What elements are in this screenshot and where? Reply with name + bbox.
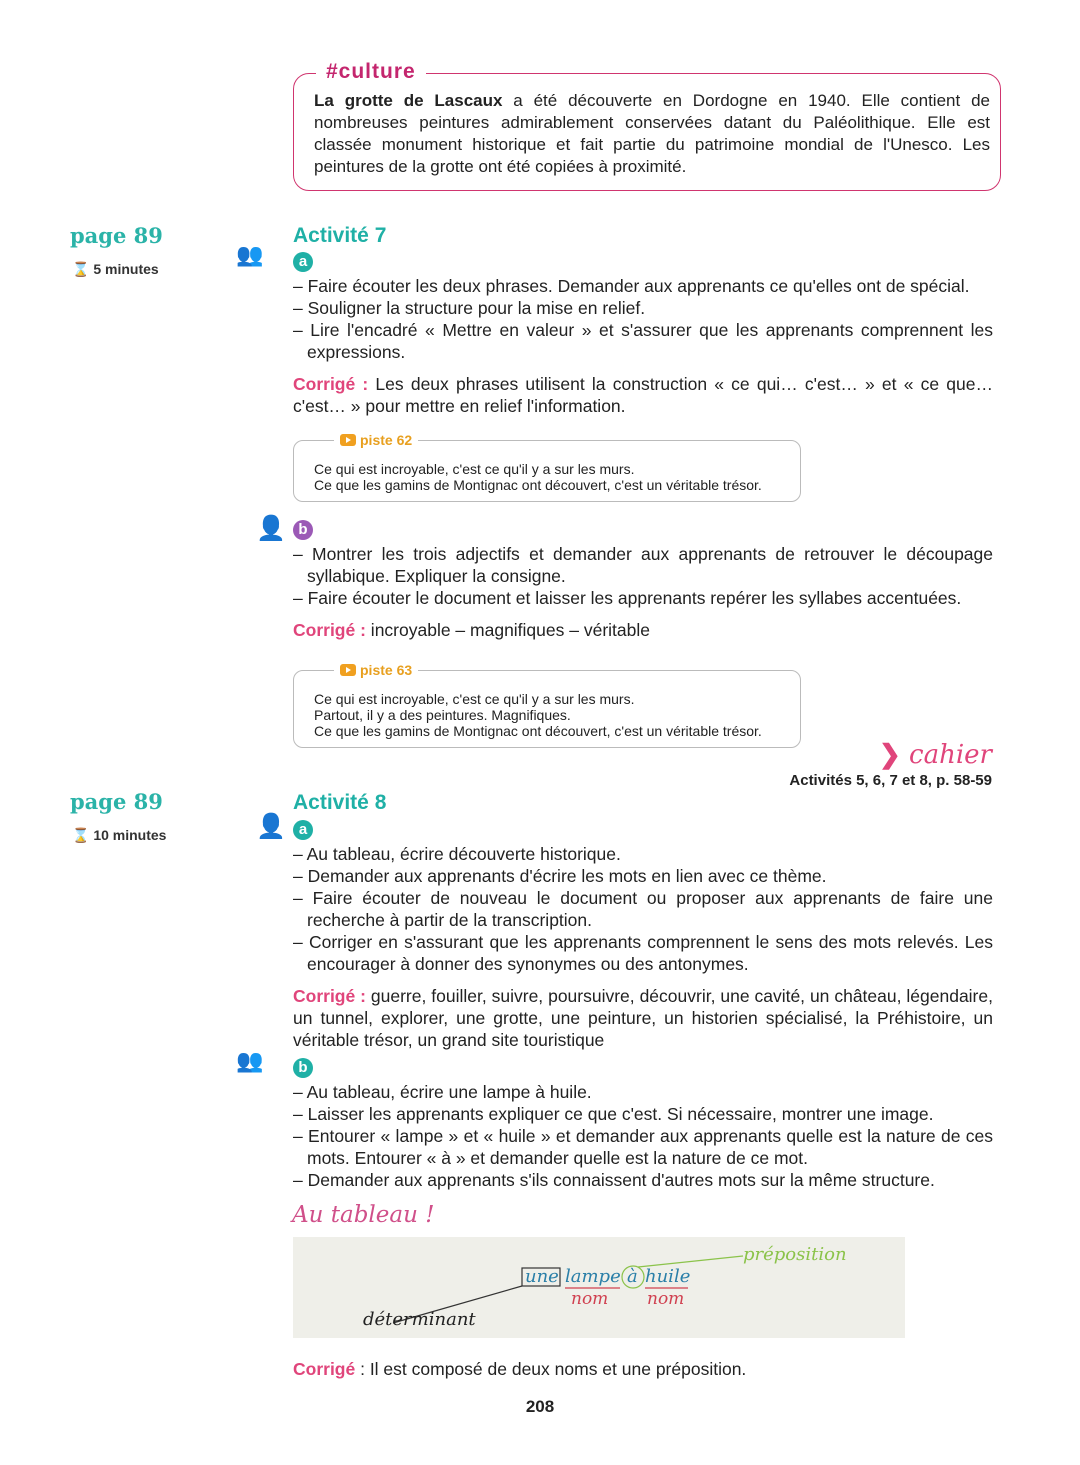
label-nom: nom [647, 1289, 685, 1309]
corrige: Corrigé : Les deux phrases utilisent la construction « ce qui… c'est… » et « ce que… c'est… » pour mettre en relief l'information. [293, 374, 993, 416]
play-icon [340, 434, 356, 446]
list-item: – Entourer « lampe » et « huile » et demander aux apprenants quelle est la nature de ces mots. Entourer « à » et demander quelle est la nature de ce mot. [293, 1126, 993, 1168]
tableau-title: Au tableau ! [292, 1202, 435, 1228]
cahier-title: ❯ cahier [878, 740, 992, 770]
badge-b: b [293, 520, 313, 540]
hourglass-icon: ⌛ [72, 261, 90, 277]
word: lampe [565, 1266, 621, 1287]
transcript-line: Ce qui est incroyable, c'est ce qu'il y a sur les murs. [314, 691, 635, 707]
corrige: Corrigé : guerre, fouiller, suivre, poursuivre, découvrir, une cavité, un château, légendaire, un tunnel, explorer, une grotte, une peinture, un historien spécialisé, la Préhistoire, un véritable trésor, un grand site touristique [293, 986, 993, 1050]
badge-a: a [293, 252, 313, 272]
blackboard [293, 1237, 905, 1338]
culture-title: #culture [316, 61, 426, 83]
chevron-right-icon: ❯ [878, 740, 901, 770]
audio-track[interactable]: piste 63 [334, 662, 418, 678]
list-item: – Demander aux apprenants s'ils connaissent d'autres mots sur la même structure. [293, 1170, 935, 1190]
list-item: – Corriger en s'assurant que les apprenants comprennent le sens des mots relevés. Les encourager à donner des synonymes ou des antonymes. [293, 932, 993, 974]
corrige: Corrigé : Il est composé de deux noms et une préposition. [293, 1359, 747, 1379]
culture-text: a été découverte en Dordogne en 1940. Elle contient de nombreuses peintures admirablement conservées datant du Paléolithique. Elle est classée monument historique et fait partie du patrimoine mondial de l'Unesco. Les peintures de la grotte ont été copiées à proximité. [314, 91, 990, 176]
person-icon: 👤 [256, 813, 286, 840]
transcript-line: Ce qui est incroyable, c'est ce qu'il y a sur les murs. [314, 461, 635, 477]
activity-title: Activité 7 [293, 224, 387, 247]
hourglass-icon: ⌛ [72, 827, 90, 843]
label-nom: nom [571, 1289, 609, 1309]
person-icon: 👤 [256, 515, 286, 542]
list-item: – Souligner la structure pour la mise en relief. [293, 298, 646, 318]
label-preposition: préposition [743, 1244, 847, 1265]
list-item: – Montrer les trois adjectifs et demander aux apprenants de retrouver le découpage syllabique. Expliquer la consigne. [293, 544, 993, 586]
transcript-line: Ce que les gamins de Montignac ont découvert, c'est un véritable trésor. [314, 477, 762, 493]
duration: ⌛ 5 minutes [72, 261, 159, 277]
audio-box [293, 662, 801, 748]
list-item: – Au tableau, écrire une lampe à huile. [293, 1082, 592, 1102]
page-ref: page 89 [70, 789, 163, 814]
group-icon: 👥 [236, 242, 264, 267]
culture-box [293, 60, 1001, 191]
audio-track[interactable]: piste 62 [334, 432, 418, 448]
word: à [627, 1266, 638, 1287]
group-icon: 👥 [236, 1048, 264, 1073]
list-item: – Faire écouter le document et laisser les apprenants repérer les syllabes accentuées. [293, 588, 962, 608]
activity-title: Activité 8 [293, 791, 387, 814]
list-item: – Faire écouter les deux phrases. Demander aux apprenants ce qu'elles ont de spécial. [293, 276, 970, 296]
list-item: – Demander aux apprenants d'écrire les mots en lien avec ce thème. [293, 866, 827, 886]
culture-bold: La grotte de Lascaux [314, 91, 503, 110]
list-item: – Lire l'encadré « Mettre en valeur » et s'assurer que les apprenants comprennent les expressions. [293, 320, 993, 362]
list-item: – Au tableau, écrire découverte historique. [293, 844, 621, 864]
badge-b: b [293, 1058, 313, 1078]
instructions [293, 543, 993, 641]
cahier-ref: Activités 5, 6, 7 et 8, p. 58-59 [789, 772, 992, 789]
page-number: 208 [525, 1397, 555, 1416]
instructions [293, 275, 993, 417]
transcript-line: Ce que les gamins de Montignac ont découvert, c'est un véritable trésor. [314, 723, 762, 739]
page-ref: page 89 [70, 223, 163, 248]
list-item: – Faire écouter de nouveau le document ou proposer aux apprenants de faire une recherche à partir de la transcription. [293, 888, 993, 930]
word: une [525, 1266, 559, 1287]
play-icon [340, 664, 356, 676]
label-determinant: déterminant [363, 1309, 476, 1330]
instructions [293, 1081, 993, 1191]
corrige: Corrigé : incroyable – magnifiques – véritable [293, 620, 650, 640]
instructions [293, 843, 993, 1051]
list-item: – Laisser les apprenants expliquer ce que c'est. Si nécessaire, montrer une image. [293, 1104, 934, 1124]
badge-a: a [293, 820, 313, 840]
audio-box [293, 432, 801, 502]
duration: ⌛ 10 minutes [72, 827, 167, 843]
transcript-line: Partout, il y a des peintures. Magnifiques. [314, 707, 571, 723]
word: huile [645, 1266, 691, 1287]
